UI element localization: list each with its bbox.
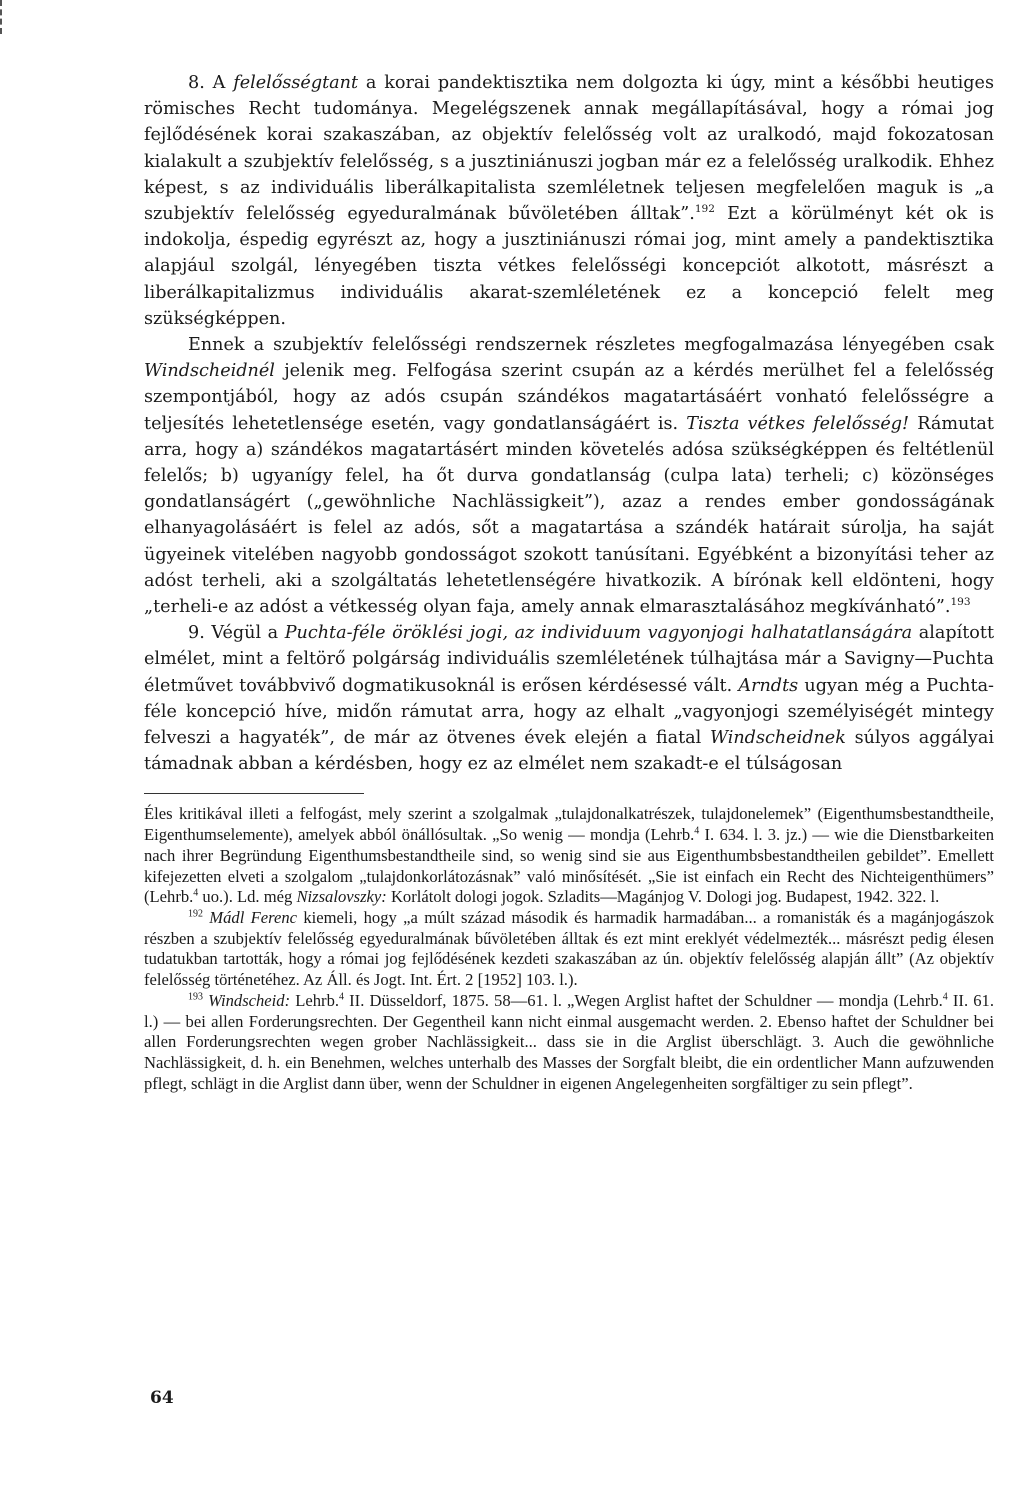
emphasis: Arndts xyxy=(738,675,799,696)
book-page xyxy=(144,70,994,1094)
emphasis: Mádl Ferenc xyxy=(209,908,298,927)
emphasis: Nizsalovszky: xyxy=(296,887,387,907)
section-number: 8. xyxy=(188,73,205,93)
footnote-ref-192[interactable]: 192 xyxy=(694,203,715,216)
footnote-192: $^{192}$ Mádl Ferenc kiemeli, hogy „a múlt század második és harmadik harmadában... a romanisták és a magánjogászok részben a szubjektív felelősség egyeduralmának bűvöletében álltak és ezt mint ereklyét védelmezték... másrészt pedig élesen tudatukban tartották, hogy a római jog fejlődésének kezdeti szakaszában az ún. objektív felelősség alapján állt” (Az objektív felelősség történetéhez. Az Áll. és Jogt. Int. Ért. 2 [1952] 103. l.). xyxy=(144,908,995,990)
footnote-number: 192 xyxy=(188,908,203,920)
page-number: 64 xyxy=(150,1388,174,1408)
paragraph-8-continued: Ennek a szubjektív felelősségi rendszernek részletes megfogalmazása lényegében csak Windscheidnél jelenik meg. Felfogása szerint csupán az a kérdés merülhet fel a felelősség szempontjából, hogy az adós csupán szándékos magatartásáért vonható felelősségre a teljesítés lehetetlensége esetén, vagy gondatlanságáért is. Tiszta vétkes felelősség! Rámutat arra, hogy a) szándékos magatartásért minden követelés adósa szükségképpen és feltétlenül felelős; b) ugyanígy felel, ha őt durva gondatlanság (culpa lata) terheli; c) közönséges gondatlanságért („gewöhnliche Nachlässigkeit”), azaz a rendes ember gondosságának elhanyagolásáért is felel az adós, sőt a magatartása a szándék határait súrolja, ha saját ügyeinek vitelében nagyobb gondosságot szokott tanúsítani. Egyébként a bizonyítási teher az adóst terheli, aki a szolgáltatás lehetetlenségére hivatkozik. A bírónak kell eldönteni, hogy „terheli-e az adóst a vétkesség olyan faja, amely annak elmarasztalásához megkívánható”.$^{193}$ xyxy=(144,335,994,618)
emphasis: Puchta-féle öröklési jogi, az individuum vagyonjogi halhatatlanságára xyxy=(284,623,913,644)
emphasis: Windscheidnél xyxy=(144,361,275,382)
footnotes xyxy=(144,804,994,1094)
section-number: 9. xyxy=(188,623,205,644)
paragraph-8: 8. A felelősségtant a korai pandektisztika nem dolgozta ki úgy, mint a későbbi heutiges römisches Recht tudománya. Megelégszenek annak megállapításával, hogy a római jog fejlődésének korai szakaszában, az objektív felelősség volt az uralkodó, majd fokozatosan kialakult a szubjektív felelősség, s a jusztiniánuszi jogban már ez a felelősség uralkodik. Ehhez képest, s az individuális liberálkapitalista szemléletnek teljesen megfelelően maguk is „a szubjektív felelősség egyeduralmának bűvöletében álltak”.$^{192}$ Ezt a körülményt két ok is indokolja, éspedig egyrészt az, hogy a jusztiniánuszi római jog, mint amely a pandektisztika alapjául szolgál, lényegében tiszta vétkes felelősségi koncepciót alkotott, másrészt a liberálkapitalizmus individuális akarat-szemléletének ez a koncepció felelt meg szükségképpen. xyxy=(144,73,994,329)
emphasis: Windscheidnek xyxy=(709,728,846,749)
emphasis: Windscheid: xyxy=(208,990,291,1010)
footnote-continued: Éles kritikával illeti a felfogást, mely szerint a szolgalmak „tulajdonalkatrészek, tulajdonelemek” (Eigenthumsbestandtheile, Eigenthumselemente), amelyek abból önállósultak. „So wenig — mondja (Lehrb.$^4$ I. 634. l. 3. jz.) — wie die Dienstbarkeiten nach ihrer Begründung Eigenthumsbestandtheile sind, so wenig sind sie aus Eigenthumbsbestandtheilen gebildet”. Emellett kifejezetten elveti a szolgalom „tulajdonkorlátozásnak” való minősítését. „Sie ist einfach ein Recht des Nichteigenthümers” (Lehrb.$^4$ uo.). Ld. még Nizsalovszky: Korlátolt dologi jogok. Szladits—Magánjog V. Dologi jog. Budapest, 1942. 322. l. xyxy=(144,804,994,907)
footnote-193: $^{193}$ Windscheid: Lehrb.$^4$ II. Düsseldorf, 1875. 58—61. l. „Wegen Arglist haftet der Schuldner — mondja (Lehrb.$^4$ II. 61. l.) — bei allen Forderungsrechten. Der Gegentheil kann nicht einmal ausgemacht werden. 2. Ebenso haftet der Schuldner bei allen Forderungsrechten wegen grober Nachlässigkeit... dass sie in die Arglist überschlägt. 3. Auch die gewöhnliche Nachlässigkeit, d. h. ein Benehmen, welches unterhalb des Masses der Sorgfalt bleibt, die ein ordentlicher Mann aufzuwenden pflegt, schlägt in die Arglist dann über, wenn der Schuldner in eigenen Angelegenheiten sorgfältiger zu sein pflegt”. xyxy=(144,990,994,1093)
main-text xyxy=(144,70,994,777)
scan-edge-mark xyxy=(0,0,8,34)
paragraph-9: 9. Végül a Puchta-féle öröklési jogi, az individuum vagyonjogi halhatatlanságára alapított elmélet, mint a feltörő polgárság individuális szemléletének túlhajtása már a Savigny—Puchta életművet továbbvivő dogmatikusoknál is erősen kérdésessé vált. Arndts ugyan még a Puchta-féle koncepció híve, midőn rámutat arra, hogy az elhalt „vagyonjogi személyiségét mintegy felveszi a hagyaték”, de már az ötvenes évek elején a fiatal Windscheidnek súlyos aggályai támadnak abban a kérdésben, hogy ez az elmélet nem szakadt-e el túlságosan xyxy=(144,623,995,775)
footnote-ref-193[interactable]: 193 xyxy=(950,596,971,609)
emphasis: felelősségtant xyxy=(233,73,359,93)
footnote-number: 193 xyxy=(188,991,203,1003)
footnote-divider xyxy=(144,793,364,794)
emphasis: Tiszta vétkes felelősség! xyxy=(686,413,910,434)
